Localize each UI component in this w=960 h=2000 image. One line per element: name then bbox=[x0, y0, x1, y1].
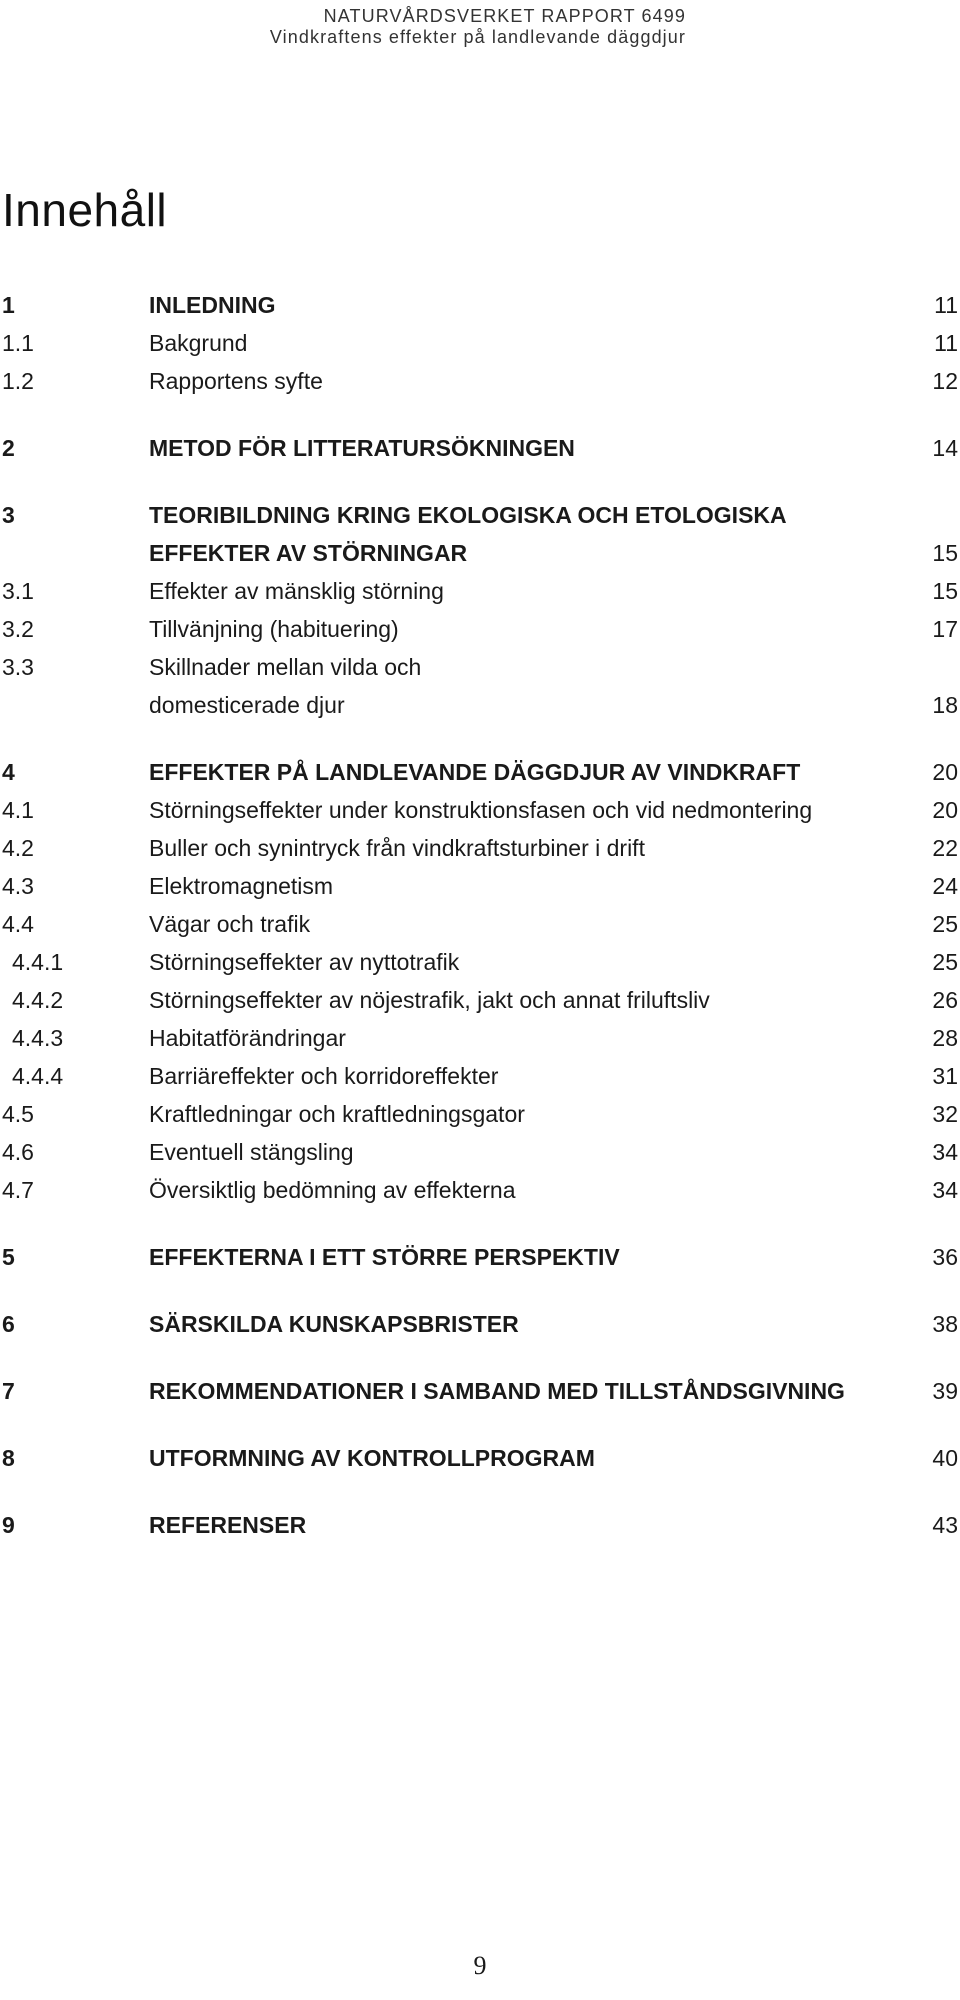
toc-entry-page: 24 bbox=[932, 873, 958, 899]
page-number: 9 bbox=[473, 1951, 487, 1980]
toc-entry-page: 14 bbox=[932, 435, 958, 461]
toc-entry-title: Kraftledningar och kraftledningsgator bbox=[149, 1101, 525, 1127]
toc-entry-page: 32 bbox=[932, 1101, 958, 1127]
toc-entry-number: 4.4.4 bbox=[12, 1063, 64, 1089]
toc-entry-number: 4.4.2 bbox=[12, 987, 64, 1013]
toc-entry-number: 7 bbox=[2, 1378, 15, 1404]
toc-entry bbox=[0, 1171, 960, 1209]
toc-entry bbox=[0, 1439, 960, 1477]
toc-entry-title: Tillvänjning (habituering) bbox=[149, 616, 399, 642]
toc-entry-title: METOD FÖR LITTERATURSÖKNINGEN bbox=[149, 435, 575, 461]
toc-entry bbox=[0, 286, 960, 324]
toc-entry-title: REKOMMENDATIONER I SAMBAND MED TILLSTÅNDSGIVNING bbox=[149, 1378, 845, 1404]
toc-entry-title: TEORIBILDNING KRING EKOLOGISKA OCH ETOLOGISKA bbox=[149, 502, 787, 528]
toc-entry-title: Bakgrund bbox=[149, 330, 248, 356]
toc-entry bbox=[0, 1506, 960, 1544]
toc-section bbox=[0, 429, 960, 467]
toc-entry-page: 40 bbox=[932, 1445, 958, 1471]
toc-entry-title: Barriäreffekter och korridoreffekter bbox=[149, 1063, 499, 1089]
toc-entry bbox=[0, 753, 960, 791]
toc-entry bbox=[0, 1019, 960, 1057]
toc-entry-page: 34 bbox=[932, 1139, 958, 1165]
toc-entry-page: 11 bbox=[934, 292, 958, 318]
toc-entry bbox=[0, 943, 960, 981]
toc-entry-page: 15 bbox=[932, 540, 958, 566]
toc-entry-number: 4.4.3 bbox=[12, 1025, 64, 1051]
toc-entry-title: Habitatförändringar bbox=[149, 1025, 346, 1051]
toc-entry-page: 36 bbox=[932, 1244, 958, 1270]
toc-entry-title: Störningseffekter av nöjestrafik, jakt och annat friluftsliv bbox=[149, 987, 710, 1013]
toc-entry-title: Rapportens syfte bbox=[149, 368, 323, 394]
toc-entry bbox=[0, 905, 960, 943]
toc-entry-title: SÄRSKILDA KUNSKAPSBRISTER bbox=[149, 1311, 519, 1337]
toc-entry-number: 8 bbox=[2, 1445, 15, 1471]
toc-entry-title: Störningseffekter av nyttotrafik bbox=[149, 949, 460, 975]
toc-entry-number: 1 bbox=[2, 292, 15, 318]
toc-entry-page: 38 bbox=[932, 1311, 958, 1337]
toc-entry-title: Eventuell stängsling bbox=[149, 1139, 354, 1165]
toc-entry bbox=[0, 1057, 960, 1095]
toc-section bbox=[0, 1439, 960, 1477]
toc-entry-page: 12 bbox=[932, 368, 958, 394]
toc-entry-number: 4.1 bbox=[2, 797, 34, 823]
toc-entry-title: Skillnader mellan vilda och bbox=[149, 654, 422, 680]
toc-entry-number: 1.2 bbox=[2, 368, 34, 394]
toc-entry-number: 4.4 bbox=[2, 911, 34, 937]
toc-entry-title: REFERENSER bbox=[149, 1512, 307, 1538]
toc-entry bbox=[0, 1133, 960, 1171]
toc-entry bbox=[0, 534, 960, 572]
toc-entry-number: 4.3 bbox=[2, 873, 34, 899]
toc-entry-page: 20 bbox=[932, 797, 958, 823]
toc-entry-number: 4.4.1 bbox=[12, 949, 64, 975]
toc-entry bbox=[0, 867, 960, 905]
toc-entry bbox=[0, 981, 960, 1019]
toc-entry bbox=[0, 1372, 960, 1410]
toc-entry-title: domesticerade djur bbox=[149, 692, 345, 718]
toc-entry bbox=[0, 1305, 960, 1343]
toc-entry-page: 25 bbox=[932, 911, 958, 937]
toc-entry-number: 4.2 bbox=[2, 835, 34, 861]
toc-entry-number: 3 bbox=[2, 502, 15, 528]
toc-entry-title: EFFEKTER AV STÖRNINGAR bbox=[149, 540, 468, 566]
toc-entry bbox=[0, 791, 960, 829]
toc-entry bbox=[0, 362, 960, 400]
toc-entry-title: EFFEKTERNA I ETT STÖRRE PERSPEKTIV bbox=[149, 1244, 620, 1270]
toc-entry-number: 3.2 bbox=[2, 616, 34, 642]
toc-entry-number: 4 bbox=[2, 759, 15, 785]
toc-entry-page: 20 bbox=[932, 759, 958, 785]
toc-entry-page: 31 bbox=[932, 1063, 958, 1089]
toc-entry-title: Översiktlig bedömning av effekterna bbox=[149, 1177, 516, 1203]
toc-entry-page: 28 bbox=[932, 1025, 958, 1051]
toc-entry-title: INLEDNING bbox=[149, 292, 276, 318]
toc-section bbox=[0, 1305, 960, 1343]
toc-entry-title: Effekter av mänsklig störning bbox=[149, 578, 444, 604]
page-title: Innehåll bbox=[2, 184, 168, 236]
toc-entry-number: 4.6 bbox=[2, 1139, 34, 1165]
toc-section bbox=[0, 1238, 960, 1276]
toc-entry bbox=[0, 429, 960, 467]
toc-entry-number: 4.7 bbox=[2, 1177, 34, 1203]
toc-entry-page: 39 bbox=[932, 1378, 958, 1404]
toc-entry-number: 3.1 bbox=[2, 578, 34, 604]
toc-entry-page: 17 bbox=[932, 616, 958, 642]
toc-entry-page: 26 bbox=[932, 987, 958, 1013]
toc-entry-number: 6 bbox=[2, 1311, 15, 1337]
toc-entry-page: 34 bbox=[932, 1177, 958, 1203]
toc-entry bbox=[0, 1095, 960, 1133]
table-of-contents bbox=[0, 286, 960, 1573]
toc-entry-title: EFFEKTER PÅ LANDLEVANDE DÄGGDJUR AV VINDKRAFT bbox=[149, 759, 801, 785]
running-header bbox=[270, 6, 686, 48]
toc-entry-number: 3.3 bbox=[2, 654, 34, 680]
toc-entry-number: 4.5 bbox=[2, 1101, 34, 1127]
toc-section bbox=[0, 496, 960, 724]
toc-entry-page: 22 bbox=[932, 835, 958, 861]
toc-entry bbox=[0, 496, 960, 534]
toc-section bbox=[0, 1372, 960, 1410]
toc-entry bbox=[0, 610, 960, 648]
toc-entry-title: Vägar och trafik bbox=[149, 911, 311, 937]
toc-section bbox=[0, 286, 960, 400]
toc-entry-number: 2 bbox=[2, 435, 15, 461]
toc-entry bbox=[0, 1238, 960, 1276]
toc-entry-page: 18 bbox=[932, 692, 958, 718]
toc-entry-page: 15 bbox=[932, 578, 958, 604]
report-title: Vindkraftens effekter på landlevande däggdjur bbox=[269, 27, 686, 47]
toc-entry-title: Störningseffekter under konstruktionsfasen och vid nedmontering bbox=[149, 797, 813, 823]
toc-entry-page: 25 bbox=[932, 949, 958, 975]
toc-entry-page: 11 bbox=[934, 330, 958, 356]
toc-entry-number: 1.1 bbox=[2, 330, 34, 356]
toc-entry-title: Buller och synintryck från vindkraftsturbiner i drift bbox=[149, 835, 645, 861]
toc-entry bbox=[0, 572, 960, 610]
toc-entry bbox=[0, 829, 960, 867]
toc-entry-title: UTFORMNING AV KONTROLLPROGRAM bbox=[149, 1445, 595, 1471]
toc-entry bbox=[0, 648, 960, 686]
report-series: NATURVÅRDSVERKET RAPPORT 6499 bbox=[323, 6, 686, 26]
toc-section bbox=[0, 753, 960, 1209]
toc-entry bbox=[0, 686, 960, 724]
toc-entry-title: Elektromagnetism bbox=[149, 873, 334, 899]
toc-entry-number: 9 bbox=[2, 1512, 15, 1538]
toc-section bbox=[0, 1506, 960, 1544]
toc-entry bbox=[0, 324, 960, 362]
toc-entry-number: 5 bbox=[2, 1244, 15, 1270]
toc-entry-page: 43 bbox=[932, 1512, 958, 1538]
